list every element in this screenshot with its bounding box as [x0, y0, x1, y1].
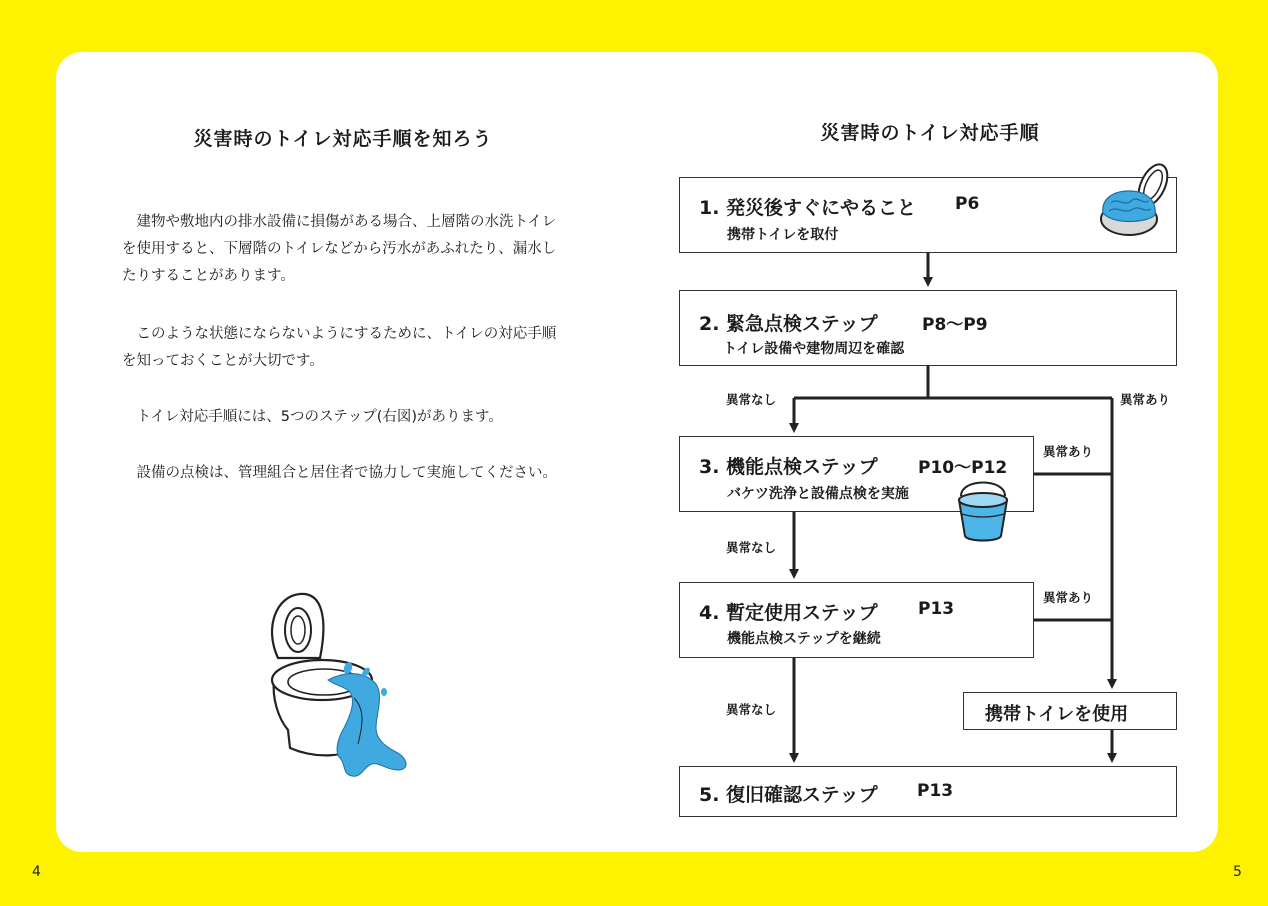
right-page-title: 災害時のトイレ対応手順 [820, 122, 1040, 144]
step-2-page: P8～P9 [922, 315, 988, 335]
intro-paragraph-3: トイレ対応手順には、5つのステップ(右図)があります。 [136, 409, 503, 425]
label-no-abnormality-2: 異常なし [726, 392, 777, 407]
step-2-sub: トイレ設備や建物周辺を確認 [723, 341, 905, 357]
intro-paragraph-2: このような状態にならないようにするために、トイレの対応手順を知っておくことが大切です。 [122, 326, 557, 369]
label-abnormality-2: 異常あり [1120, 392, 1171, 407]
bucket-icon [955, 474, 1011, 544]
label-no-abnormality-3: 異常なし [726, 540, 777, 555]
step-5-page: P13 [917, 781, 954, 801]
label-no-abnormality-4: 異常なし [726, 702, 777, 717]
step-4-sub: 機能点検ステップを継続 [727, 631, 881, 647]
intro-paragraph-4: 設備の点検は、管理組合と居住者で協力して実施してください。 [136, 465, 557, 481]
portable-toilet-bag-icon [1095, 157, 1171, 243]
step-3-page: P10～P12 [918, 458, 1008, 478]
label-abnormality-4: 異常あり [1043, 590, 1094, 605]
label-abnormality-3: 異常あり [1043, 444, 1094, 459]
step-1-page: P6 [955, 194, 980, 214]
left-page-title: 災害時のトイレ対応手順を知ろう [193, 128, 493, 150]
step-1-sub: 携帯トイレを取付 [727, 227, 839, 243]
portable-toilet-label: 携帯トイレを使用 [985, 704, 1129, 725]
page-number-left: 4 [32, 864, 41, 880]
step-1-title: 1. 発災後すぐにやること [699, 197, 917, 219]
step-4-title: 4. 暫定使用ステップ [699, 602, 878, 624]
step-2-title: 2. 緊急点検ステップ [699, 313, 878, 335]
intro-paragraph-1: 建物や敷地内の排水設備に損傷がある場合、上層階の水洗トイレを使用すると、下層階のトイレなどから汚水があふれたり、漏水したりすることがあります。 [122, 214, 557, 284]
page-number-right: 5 [1233, 864, 1242, 880]
step-3-sub: バケツ洗浄と設備点検を実施 [727, 486, 909, 502]
step-4-page: P13 [918, 599, 955, 619]
step-3-title: 3. 機能点検ステップ [699, 456, 878, 478]
step-5-title: 5. 復旧確認ステップ [699, 784, 878, 806]
